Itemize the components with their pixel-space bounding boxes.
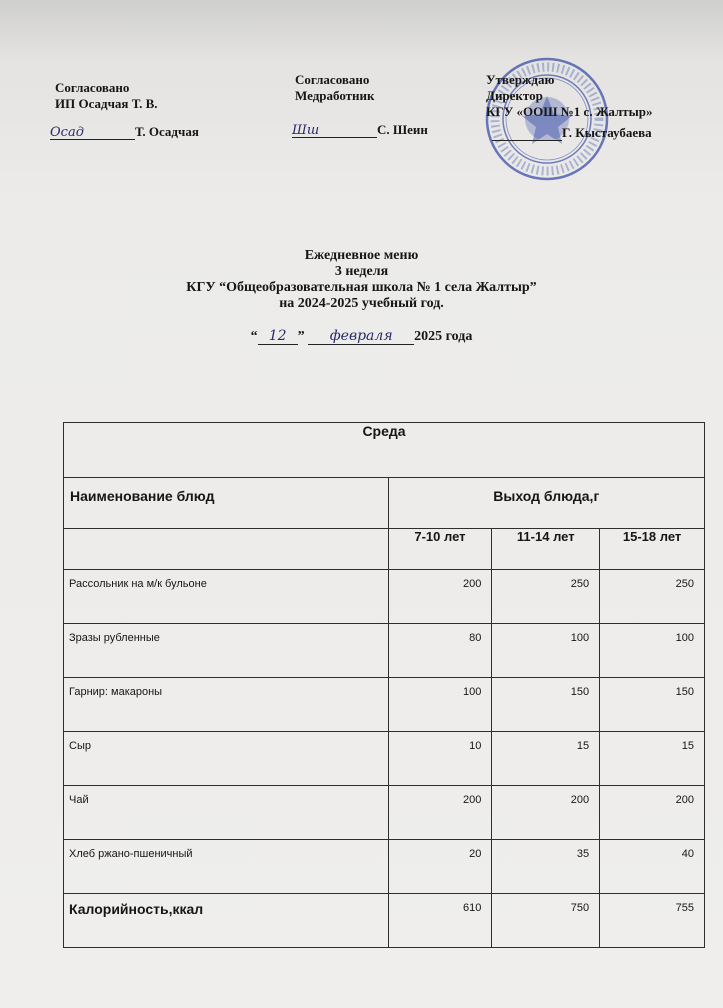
approval-left-name: Т. Осадчая: [135, 124, 199, 139]
dish-name: Чай: [64, 786, 389, 840]
table-row: [64, 529, 705, 570]
date-close-quote: ”: [297, 329, 305, 344]
approval-left-line2: ИП Осадчая Т. В.: [55, 96, 158, 111]
portion-value: 250: [492, 570, 600, 624]
dish-name: Гарнир: макароны: [64, 678, 389, 732]
signature-shein: Шш: [292, 123, 377, 138]
portion-value: 150: [600, 678, 705, 732]
dish-name: Сыр: [64, 732, 389, 786]
portion-value: 200: [388, 786, 492, 840]
calories-value: 610: [388, 894, 492, 948]
portion-value: 35: [492, 840, 600, 894]
portion-value: 80: [388, 624, 492, 678]
portion-value: 15: [492, 732, 600, 786]
approval-middle-line1: Согласовано: [295, 72, 370, 87]
date-day-handwritten: 12: [258, 328, 298, 345]
school-name: КГУ “Общеобразовательная школа № 1 села Жалтыр”: [186, 280, 537, 295]
day-of-week: Среда: [64, 423, 705, 478]
dish-name: Хлеб ржано-пшеничный: [64, 840, 389, 894]
empty-cell: [64, 529, 389, 570]
calories-label: Калорийность,ккал: [64, 894, 389, 948]
table-row: [64, 732, 705, 786]
signature-osadchaya: Осад: [50, 125, 135, 140]
menu-date: [0, 328, 723, 345]
age-group-header: 11-14 лет: [492, 529, 600, 570]
menu-title-block: [0, 248, 723, 312]
portion-value: 100: [600, 624, 705, 678]
portion-value: 200: [600, 786, 705, 840]
approval-right-name: Г. Кыстаубаева: [562, 125, 652, 140]
portion-value: 200: [492, 786, 600, 840]
approval-right-signature-line: [492, 125, 652, 141]
portion-value: 10: [388, 732, 492, 786]
date-month-handwritten: февраля: [308, 328, 414, 345]
portion-value: 250: [600, 570, 705, 624]
portion-value: 200: [388, 570, 492, 624]
table-row: [64, 624, 705, 678]
calories-value: 750: [492, 894, 600, 948]
portion-value: 20: [388, 840, 492, 894]
table-row: [64, 894, 705, 948]
table-row: [64, 478, 705, 529]
menu-week: 3 неделя: [334, 264, 389, 279]
approval-middle-line2: Медработник: [295, 88, 375, 103]
approval-left-signature-line: [50, 124, 199, 140]
calories-value: 755: [600, 894, 705, 948]
age-group-header: 15-18 лет: [600, 529, 705, 570]
approval-right: [486, 72, 653, 120]
portion-value: 150: [492, 678, 600, 732]
signature-director: [492, 126, 562, 141]
school-year: на 2024-2025 учебный год.: [279, 296, 444, 311]
date-year: 2025 года: [414, 329, 473, 344]
column-header-dish: Наименование блюд: [64, 478, 389, 529]
dish-name: Рассольник на м/к бульоне: [64, 570, 389, 624]
age-group-header: 7-10 лет: [388, 529, 492, 570]
table-row: [64, 423, 705, 478]
menu-title: Ежедневное меню: [304, 248, 419, 263]
table-row: [64, 840, 705, 894]
date-open-quote: “: [250, 329, 258, 344]
column-header-output: Выход блюда,г: [388, 478, 704, 529]
approval-middle: [295, 72, 375, 104]
table-row: [64, 678, 705, 732]
dish-name: Зразы рубленные: [64, 624, 389, 678]
approval-right-line1: Утверждаю: [486, 72, 555, 87]
approval-left-line1: Согласовано: [55, 80, 130, 95]
portion-value: 40: [600, 840, 705, 894]
approval-right-line3: КГУ «ООШ №1 с. Жалтыр»: [486, 104, 653, 119]
approval-middle-signature-line: [292, 122, 428, 138]
table-row: [64, 786, 705, 840]
portion-value: 100: [492, 624, 600, 678]
portion-value: 100: [388, 678, 492, 732]
approval-right-line2: Директор: [486, 88, 543, 103]
portion-value: 15: [600, 732, 705, 786]
menu-table: [63, 422, 705, 948]
approval-left: [55, 80, 158, 112]
table-row: [64, 570, 705, 624]
approval-middle-name: С. Шеин: [377, 122, 428, 137]
